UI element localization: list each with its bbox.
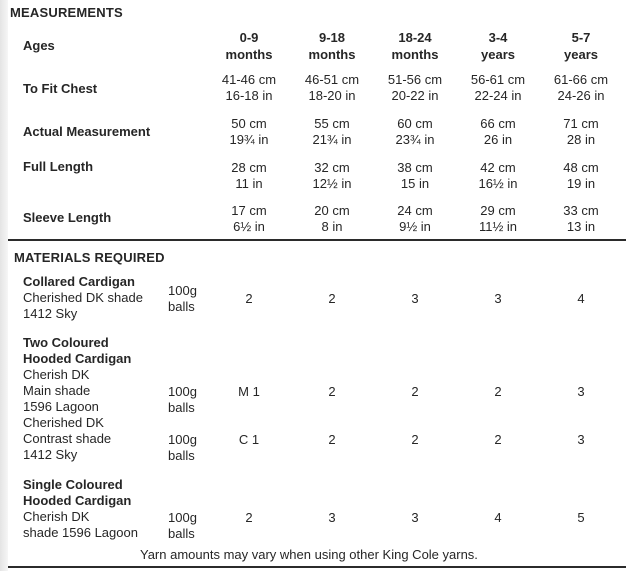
contrast-yarn-block: Cherished DK Contrast shade 1412 Sky	[23, 415, 112, 462]
table-cell: 60 cm 23¾ in	[395, 116, 435, 147]
size-header: 5-7 years	[564, 30, 598, 62]
table-cell: 71 cm 28 in	[563, 116, 599, 147]
table-cell: 56-61 cm 22-24 in	[470, 72, 526, 103]
quantity-cell: 3	[494, 291, 502, 306]
measurements-title: MEASUREMENTS	[10, 5, 123, 20]
row-label: To Fit Chest	[23, 81, 98, 96]
quantity-cell: 3	[411, 291, 419, 306]
size-header: 0-9 months	[225, 30, 273, 62]
single-coloured-cardigan-block: Single Coloured Hooded Cardigan Cherish DK shade 1596 Lagoon	[23, 477, 138, 540]
row-label: Sleeve Length	[23, 210, 112, 225]
section-divider	[8, 239, 626, 241]
quantity-cell: 2	[411, 384, 419, 399]
table-cell: 66 cm 26 in	[480, 116, 516, 147]
page-edge-shade	[0, 0, 8, 571]
unit-label: 100g balls	[168, 432, 197, 463]
quantity-cell: 4	[577, 291, 585, 306]
table-cell: 61-66 cm 24-26 in	[553, 72, 609, 103]
main-yarn-block: Cherish DK Main shade 1596 Lagoon	[23, 367, 99, 414]
quantity-cell: 2	[494, 384, 502, 399]
quantity-cell: 3	[328, 510, 336, 525]
quantity-cell: 2	[245, 291, 253, 306]
size-header: 3-4 years	[481, 30, 515, 62]
quantity-cell: 4	[494, 510, 502, 525]
quantity-cell: 2	[328, 291, 336, 306]
shade-code: M 1	[238, 384, 260, 399]
quantity-cell: 3	[577, 384, 585, 399]
table-cell: 50 cm 19¾ in	[229, 116, 269, 147]
table-cell: 55 cm 21¾ in	[312, 116, 352, 147]
two-coloured-cardigan-title: Two Coloured Hooded Cardigan	[23, 335, 132, 366]
bottom-rule	[8, 566, 626, 568]
table-cell: 28 cm 11 in	[231, 160, 267, 191]
shade-code: C 1	[238, 432, 260, 447]
table-cell: 46-51 cm 18-20 in	[304, 72, 360, 103]
size-header: 9-18 months	[308, 30, 356, 62]
table-cell: 48 cm 19 in	[563, 160, 599, 191]
table-cell: 42 cm 16½ in	[478, 160, 518, 191]
table-cell: 24 cm 9½ in	[397, 203, 433, 234]
quantity-cell: 2	[411, 432, 419, 447]
unit-label: 100g balls	[168, 384, 197, 415]
quantity-cell: 2	[245, 510, 253, 525]
table-cell: 41-46 cm 16-18 in	[221, 72, 277, 103]
row-label: Actual Measurement	[23, 124, 151, 139]
table-cell: 32 cm 12½ in	[312, 160, 352, 191]
materials-title: MATERIALS REQUIRED	[14, 250, 165, 265]
collared-cardigan-block: Collared Cardigan Cherished DK shade 1412 Sky	[23, 274, 143, 321]
table-cell: 17 cm 6½ in	[231, 203, 267, 234]
quantity-cell: 5	[577, 510, 585, 525]
ages-label: Ages	[23, 38, 55, 53]
table-cell: 38 cm 15 in	[397, 160, 433, 191]
table-cell: 51-56 cm 20-22 in	[387, 72, 443, 103]
quantity-cell: 2	[328, 432, 336, 447]
row-label: Full Length	[23, 159, 94, 174]
unit-label: 100g balls	[168, 283, 197, 314]
unit-label: 100g balls	[168, 510, 197, 541]
table-cell: 33 cm 13 in	[563, 203, 599, 234]
quantity-cell: 2	[328, 384, 336, 399]
quantity-cell: 3	[577, 432, 585, 447]
quantity-cell: 3	[411, 510, 419, 525]
size-header: 18-24 months	[391, 30, 439, 62]
table-cell: 29 cm 11½ in	[478, 203, 518, 234]
yarn-note: Yarn amounts may vary when using other King Cole yarns.	[140, 547, 478, 562]
table-cell: 20 cm 8 in	[314, 203, 350, 234]
quantity-cell: 2	[494, 432, 502, 447]
